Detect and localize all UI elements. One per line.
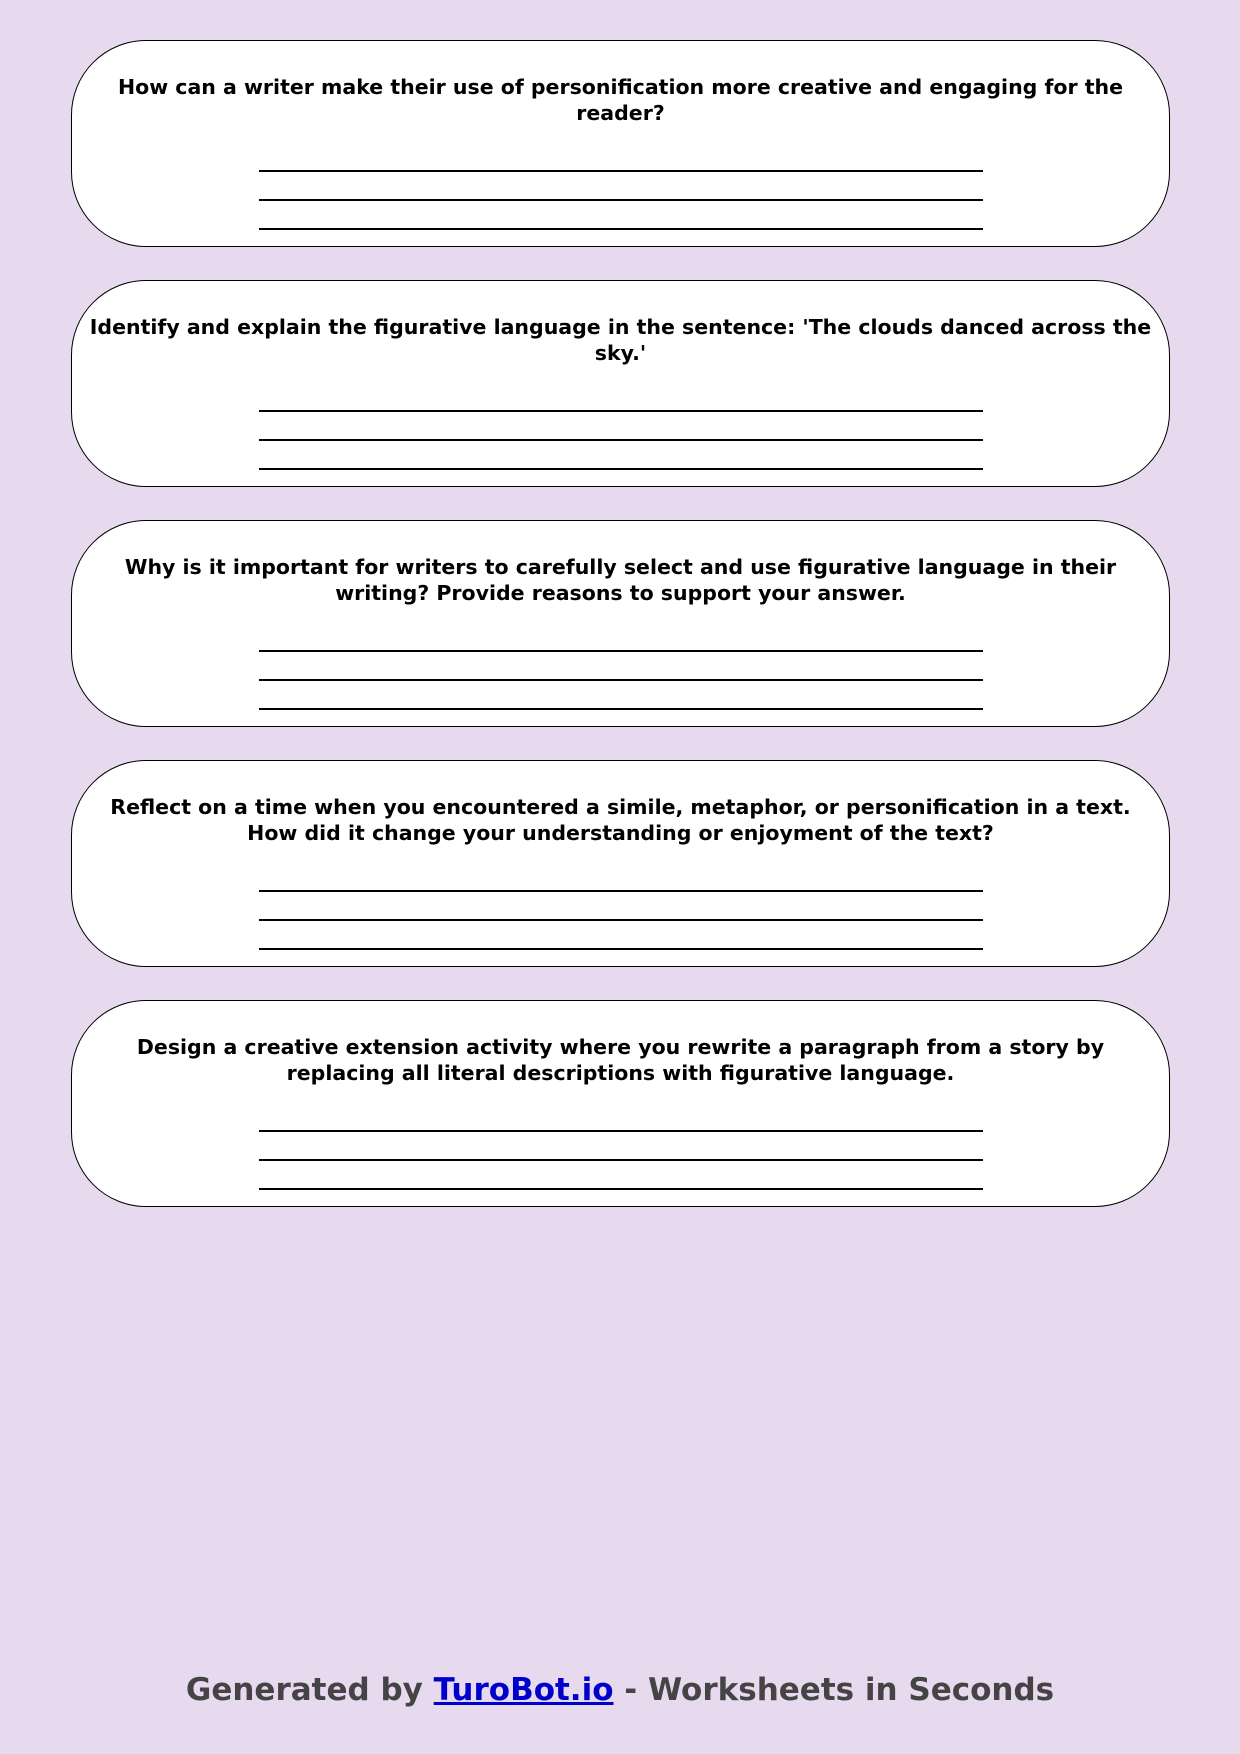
question-text: Reflect on a time when you encountered a simile, metaphor, or personification in a text. How did it change your understanding or enjoyment of the text? bbox=[110, 795, 1131, 845]
footer-prefix: Generated by bbox=[185, 1672, 434, 1708]
answer-line[interactable] bbox=[259, 199, 983, 201]
question-text: Identify and explain the figurative language in the sentence: 'The clouds danced across the sky.' bbox=[89, 315, 1152, 365]
answer-line[interactable] bbox=[259, 410, 983, 412]
answer-line[interactable] bbox=[259, 1159, 983, 1161]
answer-line[interactable] bbox=[259, 919, 983, 921]
answer-line[interactable] bbox=[259, 1188, 983, 1190]
footer-suffix: - Worksheets in Seconds bbox=[613, 1672, 1055, 1708]
answer-line[interactable] bbox=[259, 468, 983, 470]
question-card-1 bbox=[71, 40, 1170, 247]
answer-line[interactable] bbox=[259, 1130, 983, 1132]
answer-line[interactable] bbox=[259, 170, 983, 172]
answer-line[interactable] bbox=[259, 650, 983, 652]
question-text: How can a writer make their use of personification more creative and engaging for the reader? bbox=[117, 75, 1124, 125]
turobot-link[interactable]: TuroBot.io bbox=[433, 1672, 614, 1708]
footer bbox=[0, 1672, 1240, 1708]
question-list bbox=[71, 40, 1170, 1240]
answer-line[interactable] bbox=[259, 679, 983, 681]
answer-line[interactable] bbox=[259, 948, 983, 950]
answer-line[interactable] bbox=[259, 228, 983, 230]
question-card-3 bbox=[71, 520, 1170, 727]
question-text: Design a creative extension activity where you rewrite a paragraph from a story by replacing all literal descriptions with figurative language. bbox=[136, 1035, 1105, 1085]
question-card-5 bbox=[71, 1000, 1170, 1207]
answer-line[interactable] bbox=[259, 708, 983, 710]
answer-line[interactable] bbox=[259, 439, 983, 441]
question-card-4 bbox=[71, 760, 1170, 967]
question-card-2 bbox=[71, 280, 1170, 487]
answer-line[interactable] bbox=[259, 890, 983, 892]
question-text: Why is it important for writers to carefully select and use figurative language in their writing? Provide reasons to support your answer. bbox=[124, 555, 1117, 605]
